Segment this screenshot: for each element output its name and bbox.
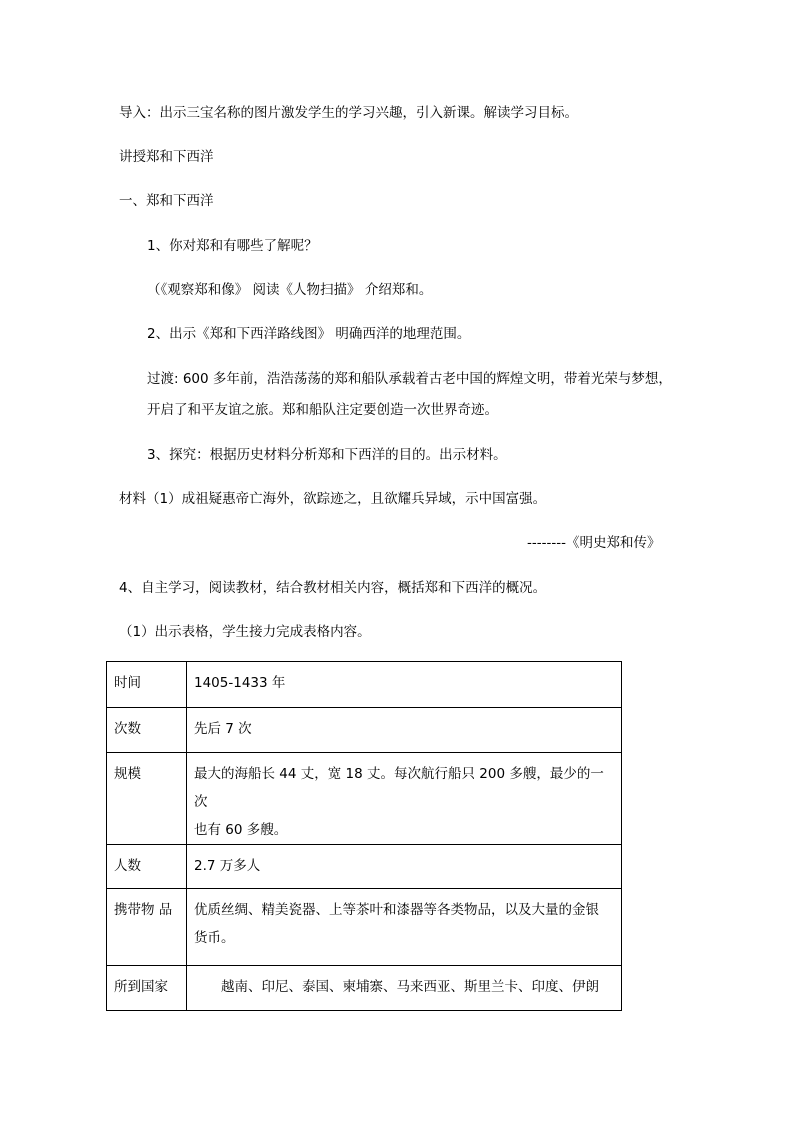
row-value-line: 货币。 (194, 930, 235, 946)
row-label: 所到国家 (107, 966, 187, 1011)
table-row (107, 845, 622, 889)
question-4: 4、自主学习，阅读教材，结合教材相关内容，概括郑和下西洋的概况。 (119, 580, 547, 596)
row-label: 时间 (107, 662, 187, 708)
row-value-line: 也有 60 多艘。 (194, 822, 288, 838)
row-value (187, 966, 622, 1011)
section-heading: 一、郑和下西洋 (119, 193, 214, 209)
row-value-line: 优质丝绸、精美瓷器、上等茶叶和漆器等各类物品，以及大量的金银 (194, 902, 599, 918)
row-value (187, 753, 622, 845)
table-row (107, 662, 622, 708)
transition-line-1: 过渡: 600 多年前，浩浩荡荡的郑和船队承载着古老中国的辉煌文明，带着光荣与梦想， (147, 371, 672, 387)
transition-line-2: 开启了和平友谊之旅。郑和船队注定要创造一次世界奇迹。 (147, 402, 498, 418)
row-value-line: 越南、印尼、泰国、柬埔寨、马来西亚、斯里兰卡、印度、伊朗 (194, 979, 599, 995)
question-1: 1、你对郑和有哪些了解呢？ (147, 238, 318, 254)
voyage-summary-table (106, 661, 622, 1011)
material-1-source: --------《明史郑和传》 (527, 535, 661, 551)
row-value-line: 2.7 万多人 (194, 858, 261, 874)
table-row (107, 966, 622, 1011)
row-value-line: 先后 7 次 (194, 721, 252, 737)
row-label: 携带物 品 (107, 889, 187, 966)
question-4-sub: （1）出示表格，学生接力完成表格内容。 (119, 624, 371, 640)
row-value (187, 845, 622, 889)
row-label: 人数 (107, 845, 187, 889)
question-1-detail: （《观察郑和像》 阅读《人物扫描》 介绍郑和。 (147, 282, 433, 298)
row-value (187, 662, 622, 708)
lecture-heading: 讲授郑和下西洋 (119, 149, 214, 165)
question-3: 3、探究：根据历史材料分析郑和下西洋的目的。出示材料。 (147, 447, 507, 463)
material-1: 材料（1）成祖疑惠帝亡海外，欲踪迹之，且欲耀兵异域，示中国富强。 (119, 491, 547, 507)
question-2: 2、出示《郑和下西洋路线图》 明确西洋的地理范围。 (147, 326, 471, 342)
row-value-line: 1405-1433 年 (194, 675, 286, 691)
table-row (107, 889, 622, 966)
row-value-line: 最大的海船长 44 丈，宽 18 丈。每次航行船只 200 多艘，最少的一次 (194, 766, 604, 810)
table-row (107, 708, 622, 753)
table-row (107, 753, 622, 845)
row-value (187, 889, 622, 966)
row-value (187, 708, 622, 753)
intro-paragraph: 导入：出示三宝名称的图片激发学生的学习兴趣，引入新课。解读学习目标。 (119, 105, 578, 121)
row-label: 次数 (107, 708, 187, 753)
row-label: 规模 (107, 753, 187, 845)
